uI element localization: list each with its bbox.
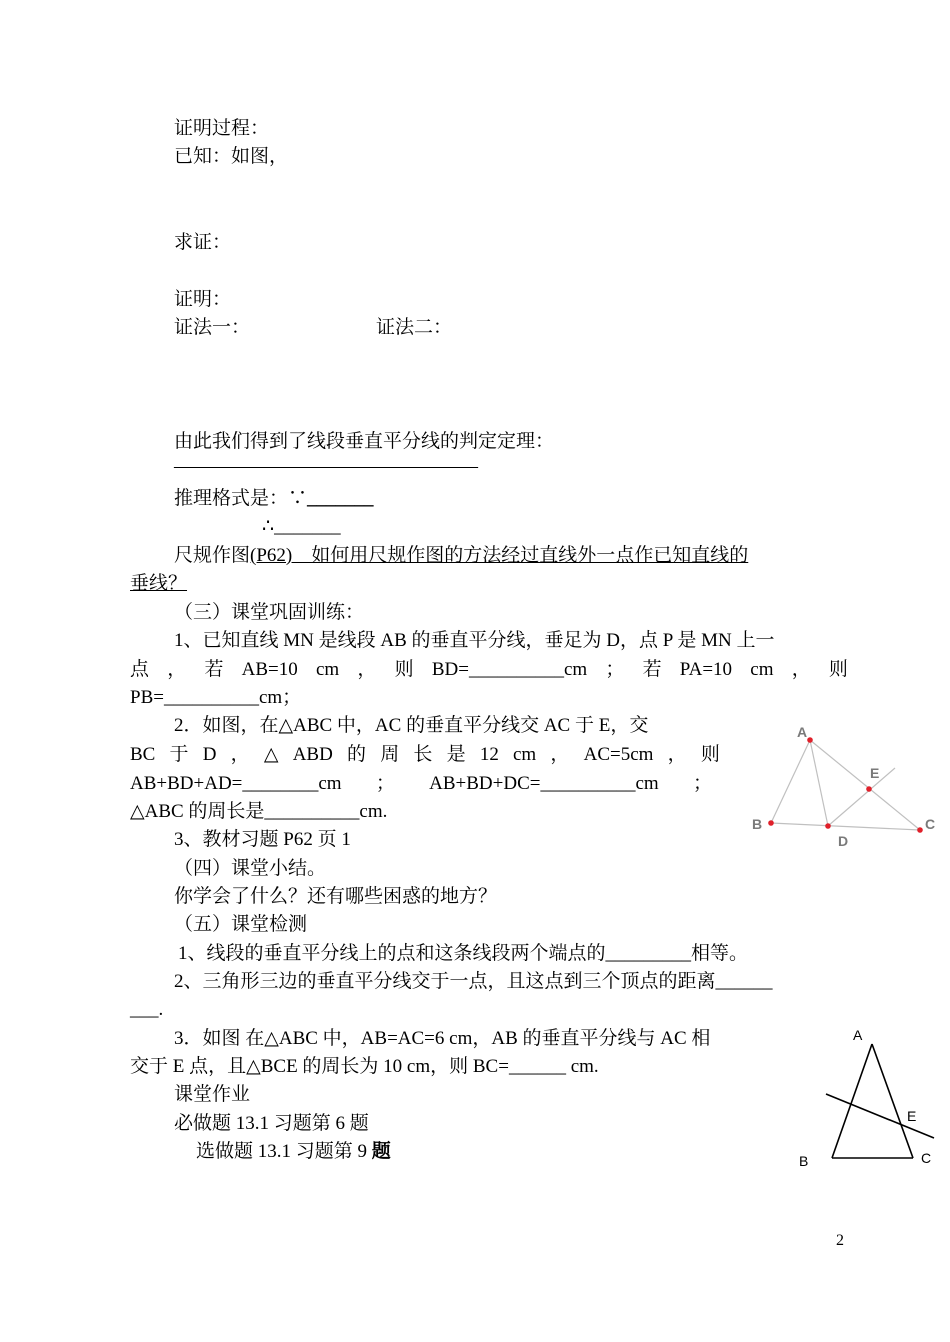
method-one-label: 证法一： bbox=[174, 317, 251, 338]
exercise-2-line-2-part: ABD bbox=[292, 744, 333, 765]
exercise-1-line-2-part: cm bbox=[750, 659, 774, 680]
exercise-1-line-1: 1、已知直线 MN 是线段 AB 的垂直平分线，垂足为 D，点 P 是 MN 上一 bbox=[174, 630, 775, 651]
page-number: 2 bbox=[836, 1232, 844, 1249]
exercise-1-line-2-part: cm bbox=[315, 659, 340, 680]
exercise-2-line-2-part: 的 bbox=[347, 744, 367, 765]
proof-label: 证明： bbox=[174, 289, 232, 310]
exercise-3: 3、教材习题 P62 页 1 bbox=[174, 829, 351, 850]
figure-2-label-e: E bbox=[907, 1108, 917, 1124]
exercise-1-line-3: PB=__________cm； bbox=[130, 687, 302, 708]
reasoning-format bbox=[174, 487, 374, 511]
summary-question: 你学会了什么？还有哪些困惑的地方？ bbox=[174, 886, 498, 907]
test-2-line-1: 2、三角形三边的垂直平分线交于一点，且这点到三个顶点的距离______ bbox=[174, 971, 773, 992]
theorem-blank-line: ———————————————— bbox=[174, 456, 478, 477]
therefore-symbol: ∴ bbox=[262, 516, 275, 537]
exercise-2-line-2-part: AC=5cm bbox=[583, 744, 654, 765]
exercise-2-line-3-part: ； bbox=[692, 773, 712, 794]
exercise-1-line-2-part: 若 bbox=[204, 659, 224, 680]
construction-label: 尺规作图 bbox=[174, 545, 251, 566]
section-4-title: （四）课堂小结。 bbox=[174, 858, 327, 879]
reasoning-therefore bbox=[262, 515, 341, 539]
exercise-1-line-2-part: AB=10 bbox=[241, 659, 298, 680]
figure-2-label-b: B bbox=[799, 1153, 809, 1169]
exercise-2-line-3-part: AB+BD+AD=________cm bbox=[130, 773, 342, 794]
exercise-2-line-3 bbox=[130, 772, 712, 796]
proof-heading: 证明过程： bbox=[174, 118, 270, 139]
reasoning-format-label: 推理格式是：∵ bbox=[174, 488, 308, 509]
exercise-2-line-2-part: 12 bbox=[479, 744, 499, 765]
method-two-label: 证法二： bbox=[376, 317, 453, 338]
exercise-1-line-2-part: 点 bbox=[130, 659, 150, 680]
construction-question-end: 垂线？ bbox=[130, 573, 188, 594]
figure-1-label-a: A bbox=[797, 724, 808, 740]
exercise-2-line-2-part: △ bbox=[263, 744, 279, 765]
section-5-title: （五）课堂检测 bbox=[174, 914, 308, 935]
exercise-2-line-3-part: ； bbox=[375, 773, 395, 794]
triangle-figure-1 bbox=[740, 715, 950, 855]
exercise-1-line-2-part: 若 bbox=[642, 659, 662, 680]
homework-required: 必做题 13.1 习题第 6 题 bbox=[174, 1113, 369, 1134]
homework-title: 课堂作业 bbox=[174, 1084, 251, 1105]
exercise-2-line-2-part: 于 bbox=[169, 744, 189, 765]
figure-1-label-e: E bbox=[870, 765, 880, 781]
exercise-1-line-2-part: ， bbox=[791, 659, 811, 680]
exercise-2-line-3-part: AB+BD+DC=__________cm bbox=[429, 773, 659, 794]
triangle-figure-2 bbox=[790, 1020, 940, 1175]
exercise-1-line-2-part: PA=10 bbox=[679, 659, 733, 680]
exercise-2-line-2-part: 周 bbox=[380, 744, 400, 765]
exercise-2-line-2-part: cm bbox=[513, 744, 537, 765]
figure-2-label-c: C bbox=[921, 1150, 932, 1166]
homework-optional-bold: 题 bbox=[371, 1141, 391, 1162]
given-label: 已知：如图， bbox=[174, 146, 289, 167]
exercise-1-line-2-part: 则 bbox=[394, 659, 414, 680]
homework-optional bbox=[196, 1140, 391, 1164]
construction-line-2 bbox=[130, 572, 187, 596]
exercise-2-line-4: △ABC 的周长是__________cm. bbox=[130, 801, 388, 822]
exercise-1-line-2-part: ； bbox=[605, 659, 625, 680]
section-3-title: （三）课堂巩固训练： bbox=[174, 602, 365, 623]
figure-2-label-a: A bbox=[853, 1027, 863, 1043]
figure-1-label-b: B bbox=[752, 816, 763, 832]
to-prove-label: 求证： bbox=[174, 232, 232, 253]
reasoning-blank-2: _______ bbox=[274, 516, 341, 537]
theorem-intro: 由此我们得到了线段垂直平分线的判定定理： bbox=[174, 431, 555, 452]
exercise-2-line-2-part: 则 bbox=[700, 744, 720, 765]
exercise-2-line-2 bbox=[130, 743, 720, 767]
test-3-line-1: 3．如图 在△ABC 中，AB=AC=6 cm，AB 的垂直平分线与 AC 相 bbox=[174, 1028, 711, 1049]
exercise-2-line-2-part: ， bbox=[230, 744, 250, 765]
exercise-1-line-2-part: BD=__________cm bbox=[431, 659, 588, 680]
exercise-2-line-2-part: D bbox=[202, 744, 217, 765]
figure-2-lines bbox=[826, 1044, 934, 1158]
figure-1-points bbox=[768, 737, 923, 833]
test-1: 1、线段的垂直平分线上的点和这条线段两个端点的_________相等。 bbox=[178, 943, 749, 964]
test-3-line-2: 交于 E 点，且△BCE 的周长为 10 cm，则 BC=______ cm. bbox=[130, 1056, 599, 1077]
exercise-1-line-2-part: ， bbox=[167, 659, 187, 680]
figure-1-label-c: C bbox=[925, 816, 936, 832]
construction-line-1 bbox=[174, 544, 748, 568]
exercise-1-line-2-part: ， bbox=[357, 659, 377, 680]
figure-1-label-d: D bbox=[838, 833, 849, 849]
exercise-2-line-2-part: BC bbox=[130, 744, 156, 765]
construction-question: (P62) 如何用尺规作图的方法经过直线外一点作已知直线的 bbox=[250, 545, 749, 566]
reasoning-blank-1: _______ bbox=[307, 488, 374, 509]
exercise-2-line-1: 2．如图，在△ABC 中，AC 的垂直平分线交 AC 于 E，交 bbox=[174, 715, 649, 736]
exercise-2-line-2-part: ， bbox=[550, 744, 570, 765]
homework-optional-text: 选做题 13.1 习题第 9 bbox=[196, 1141, 372, 1162]
figure-1-lines bbox=[771, 740, 920, 830]
exercise-2-line-2-part: ， bbox=[667, 744, 687, 765]
exercise-1-line-2 bbox=[130, 658, 848, 682]
exercise-1-line-2-part: 则 bbox=[828, 659, 848, 680]
test-2-line-2: ___. bbox=[130, 999, 164, 1020]
exercise-2-line-2-part: 是 bbox=[446, 744, 466, 765]
exercise-2-line-2-part: 长 bbox=[413, 744, 433, 765]
